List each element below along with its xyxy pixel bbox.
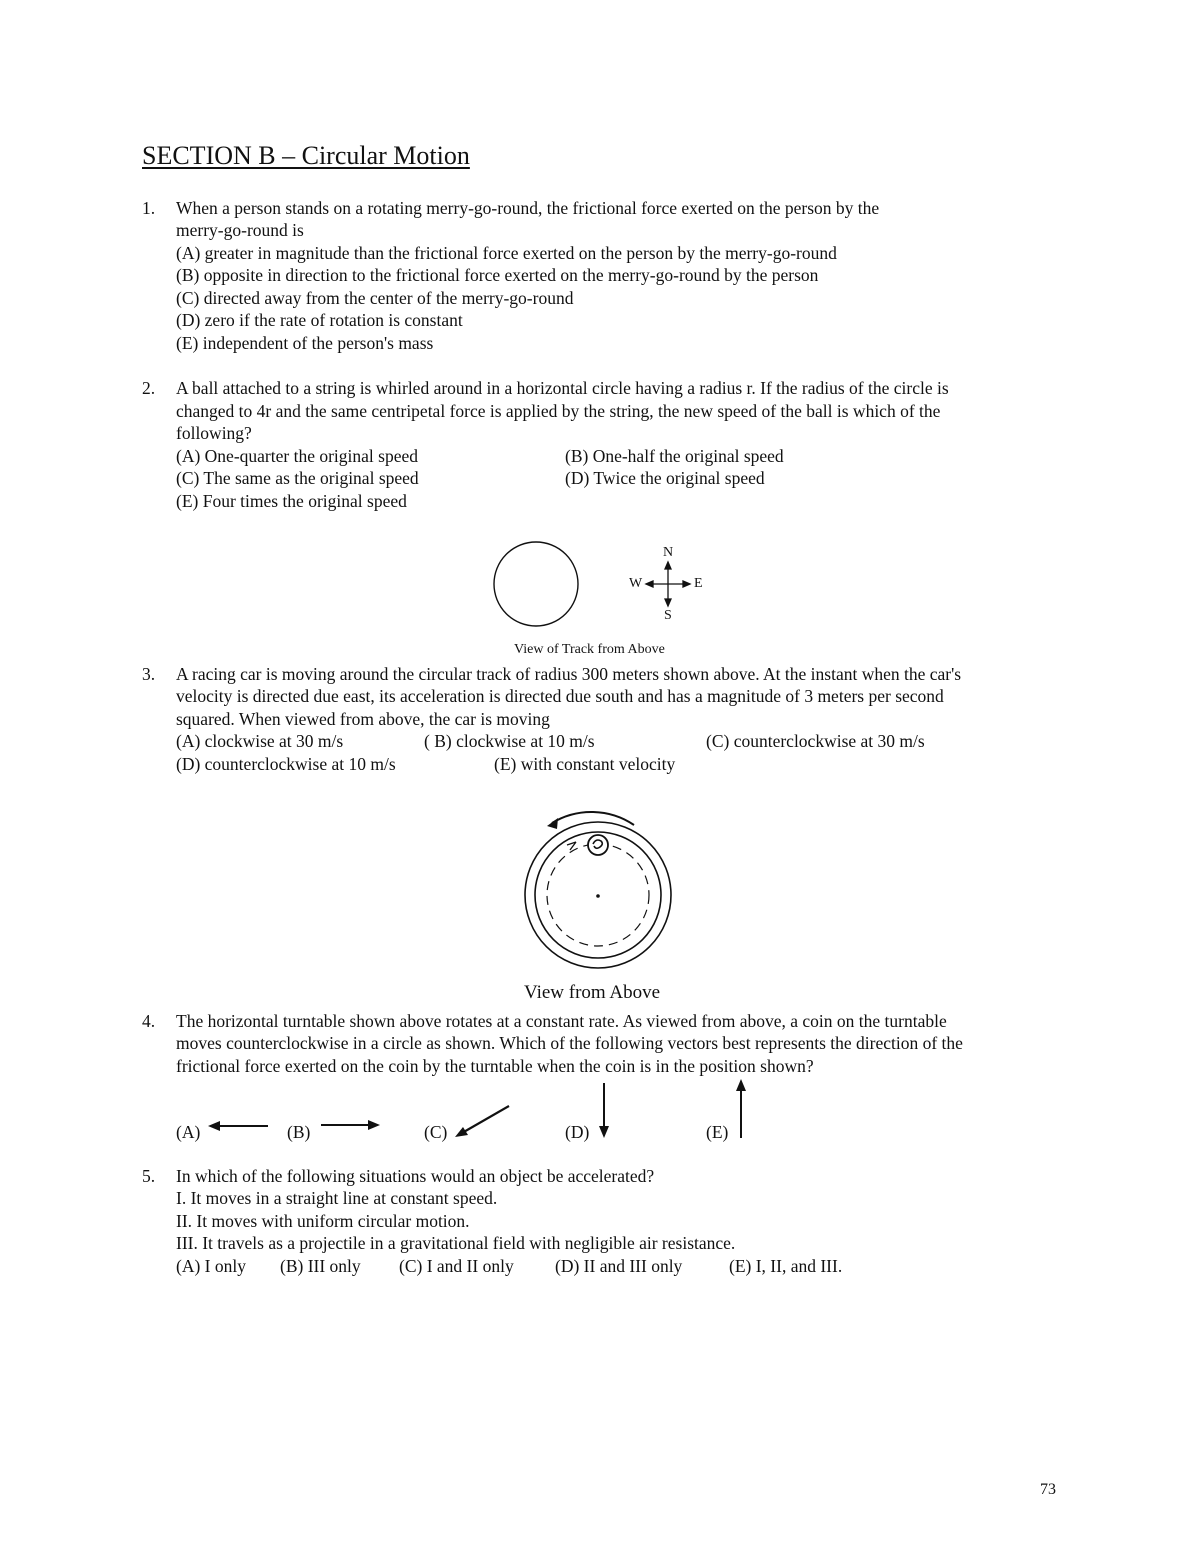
q2-choice-a: (A) One-quarter the original speed — [176, 446, 418, 466]
track-caption: View of Track from Above — [514, 642, 665, 657]
q3-stem-line3: squared. When viewed from above, the car is moving — [176, 709, 550, 729]
q1-choice-b: (B) opposite in direction to the frictional force exerted on the merry-go-round by the person — [176, 265, 819, 285]
q2-choice-e: (E) Four times the original speed — [176, 491, 407, 511]
q3-choice-d: (D) counterclockwise at 10 m/s — [176, 754, 396, 774]
q3-choice-c: (C) counterclockwise at 30 m/s — [706, 731, 925, 751]
rotation-arrowhead-icon — [547, 818, 558, 829]
q5-choice-d: (D) II and III only — [555, 1256, 683, 1276]
q5-statement-i: I. It moves in a straight line at constant speed. — [176, 1188, 498, 1208]
compass-label-s: S — [664, 608, 672, 623]
q5-choice-b: (B) III only — [280, 1256, 361, 1276]
q4-choice-a-label: (A) — [176, 1122, 201, 1142]
track-circle — [494, 542, 578, 626]
q4-choice-b-label: (B) — [287, 1122, 311, 1142]
rotation-arrow-icon — [552, 812, 634, 825]
q2-choice-d: (D) Twice the original speed — [565, 468, 765, 488]
q4-stem-line2: moves counterclockwise in a circle as shown. Which of the following vectors best represents the direction of the — [176, 1033, 963, 1053]
q3-stem-line2: velocity is directed due east, its acceleration is directed due south and has a magnitude of 3 meters per second — [176, 686, 944, 706]
compass-label-w: W — [629, 576, 643, 591]
q5-statement-iii: III. It travels as a projectile in a gravitational field with negligible air resistance. — [176, 1233, 736, 1253]
q5-choice-e: (E) I, II, and III. — [729, 1256, 843, 1276]
q3-number: 3. — [142, 664, 156, 684]
q5-choice-c: (C) I and II only — [399, 1256, 514, 1276]
q4-choice-d-label: (D) — [565, 1122, 590, 1142]
q2-stem-line3: following? — [176, 423, 252, 443]
q1-choice-d: (D) zero if the rate of rotation is constant — [176, 310, 463, 330]
q2-stem-line2: changed to 4r and the same centripetal force is applied by the string, the new speed of the ball is which of the — [176, 401, 941, 421]
coin-path-arrow-icon — [567, 842, 576, 850]
q2-choice-b: (B) One-half the original speed — [565, 446, 784, 466]
q5-choice-a: (A) I only — [176, 1256, 246, 1276]
q1-stem-line2: merry-go-round is — [176, 220, 304, 240]
q4-choice-e-label: (E) — [706, 1122, 729, 1142]
q2-choice-c: (C) The same as the original speed — [176, 468, 419, 488]
q1-choice-a: (A) greater in magnitude than the frictional force exerted on the person by the merry-go-round — [176, 243, 837, 263]
q3-stem-line1: A racing car is moving around the circular track of radius 300 meters shown above. At the instant when the car's — [176, 664, 962, 684]
q2-number: 2. — [142, 378, 156, 398]
q5-stem: In which of the following situations would an object be accelerated? — [176, 1166, 655, 1186]
q5-number: 5. — [142, 1166, 156, 1186]
q3-choice-b: ( B) clockwise at 10 m/s — [424, 731, 595, 751]
q4-vectors — [0, 0, 1, 1]
compass-label-n: N — [663, 545, 674, 560]
q3-choice-a: (A) clockwise at 30 m/s — [176, 731, 344, 751]
q4-number: 4. — [142, 1011, 156, 1031]
q1-choice-c: (C) directed away from the center of the merry-go-round — [176, 288, 574, 308]
arrow-down-left-icon — [455, 1106, 509, 1137]
page-number: 73 — [1040, 1481, 1056, 1498]
center-dot — [596, 894, 600, 898]
q5-statement-ii: II. It moves with uniform circular motion. — [176, 1211, 470, 1231]
q4-stem-line3: frictional force exerted on the coin by the turntable when the coin is in the position shown? — [176, 1056, 814, 1076]
q2-stem-line1: A ball attached to a string is whirled around in a horizontal circle having a radius r. If the radius of the circle is — [176, 378, 949, 398]
compass-label-e: E — [694, 576, 703, 591]
arrow-up-icon — [736, 1079, 746, 1138]
q1-number: 1. — [142, 198, 156, 218]
turntable-caption: View from Above — [524, 982, 661, 1003]
compass-icon — [646, 562, 690, 606]
arrow-right-icon — [321, 1120, 380, 1130]
q4-choice-c-label: (C) — [424, 1122, 448, 1142]
arrow-down-icon — [599, 1083, 609, 1138]
q4-stem-line1: The horizontal turntable shown above rotates at a constant rate. As viewed from above, a coin on the turntable — [176, 1011, 947, 1031]
q3-choice-e: (E) with constant velocity — [494, 754, 676, 774]
coin-icon — [588, 835, 608, 855]
arrow-left-icon — [208, 1121, 268, 1131]
q1-choice-e: (E) independent of the person's mass — [176, 333, 434, 353]
q1-stem-line1: When a person stands on a rotating merry-go-round, the frictional force exerted on the person by the — [176, 198, 880, 218]
section-title: SECTION B – Circular Motion — [142, 141, 470, 170]
